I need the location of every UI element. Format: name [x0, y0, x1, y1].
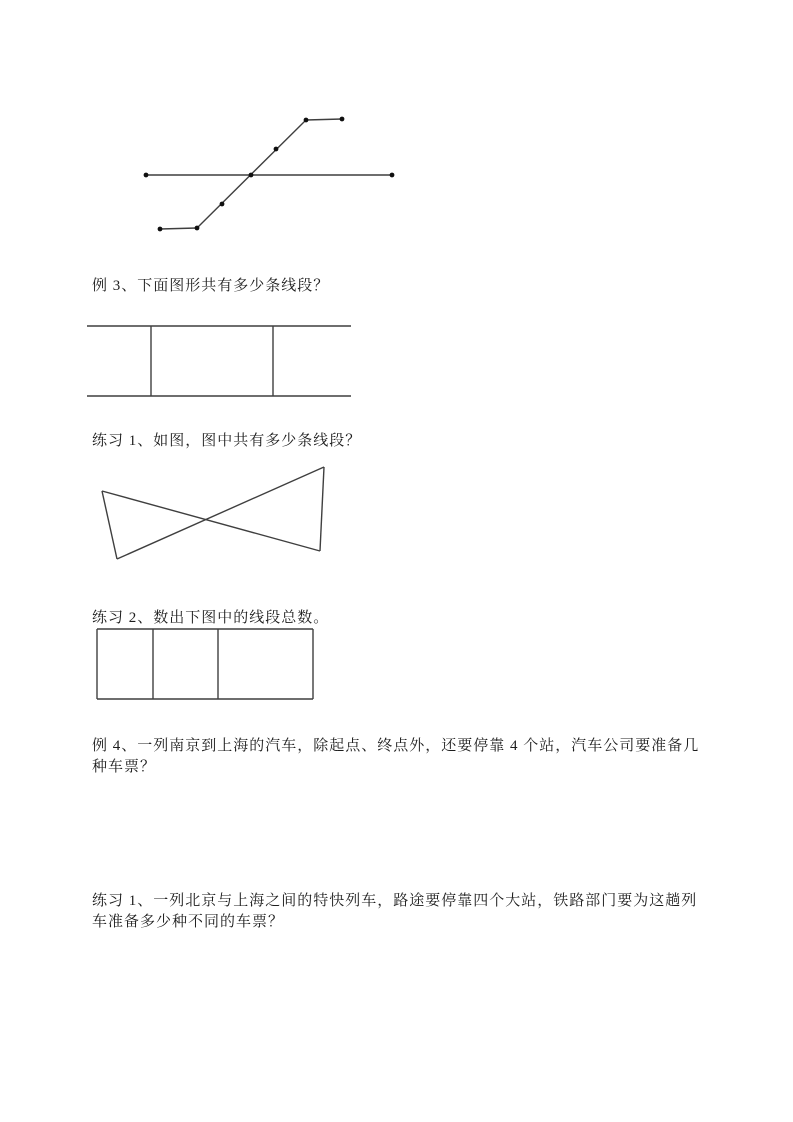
figure-bowtie — [102, 467, 324, 559]
problem-practice-1-tickets-text-line-2: 车准备多少种不同的车票？ — [92, 913, 285, 930]
problem-example-4 — [92, 736, 699, 777]
figure-divided-rectangle — [97, 629, 313, 699]
problem-practice-1-tickets — [92, 891, 697, 932]
problem-practice-1-segments — [92, 431, 361, 452]
problem-practice-1-segments-text: 练习 1、如图，图中共有多少条线段？ — [92, 433, 362, 449]
figure-crossed-route — [144, 117, 395, 232]
problem-practice-2-segments-text: 练习 2、数出下图中的线段总数。 — [92, 610, 330, 626]
problem-practice-2-segments — [92, 608, 329, 629]
problem-example-4-text-line-1: 例 4、一列南京到上海的汽车，除起点、终点外，还要停靠 4 个站，汽车公司要准备几 — [92, 738, 700, 754]
problem-example-3-text: 例 3、下面图形共有多少条线段？ — [92, 278, 330, 294]
problem-practice-1-tickets-text-line-1: 练习 1、一列北京与上海之间的特快列车，路途要停靠四个大站，铁路部门要为这趟列 — [92, 893, 698, 909]
problem-example-4-text-line-2: 种车票？ — [92, 758, 157, 775]
figure-ladder — [87, 326, 351, 396]
problem-example-3 — [92, 276, 329, 297]
